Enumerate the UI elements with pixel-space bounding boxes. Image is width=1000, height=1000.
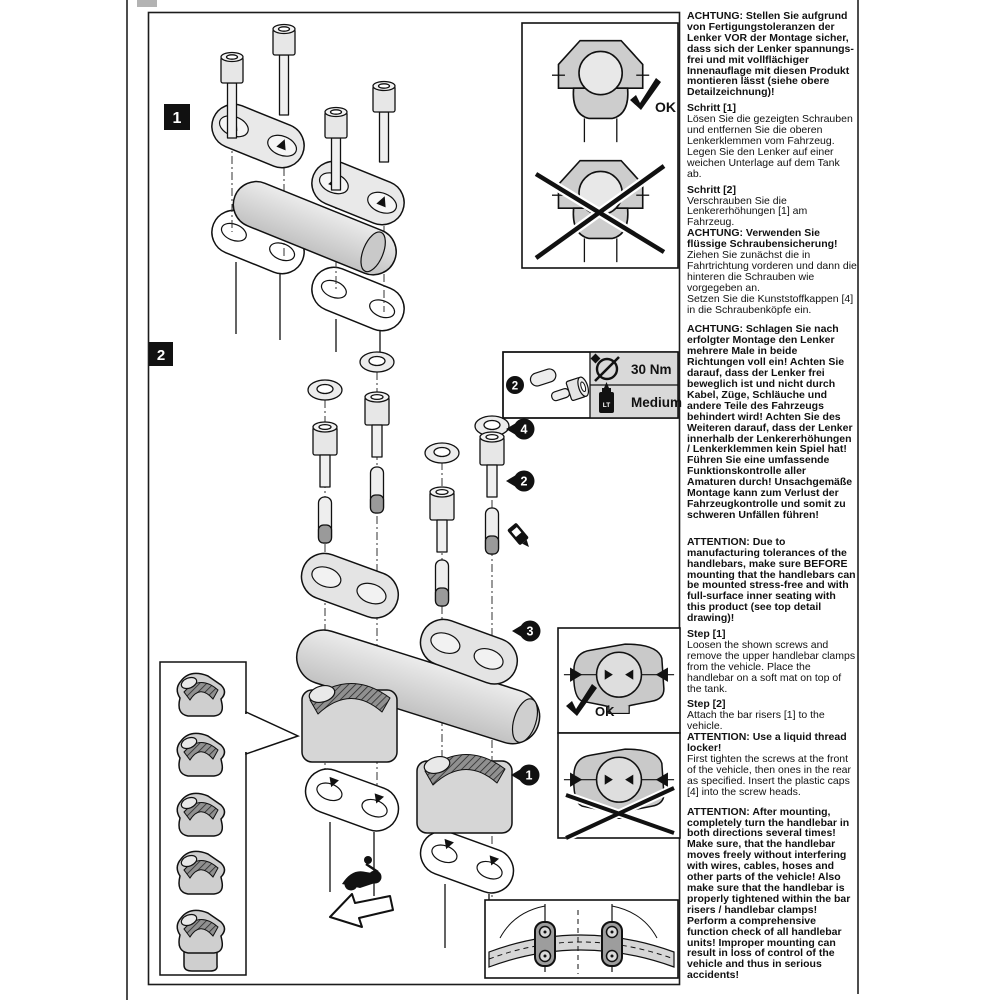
parts-badge-label: 2 <box>511 380 519 393</box>
callout-3-label: 3 <box>526 624 534 639</box>
screws-2 <box>313 392 504 552</box>
alignment-ok-box <box>558 628 680 733</box>
bar-riser-right <box>417 754 512 833</box>
step-2-badge <box>149 342 173 366</box>
motorcycle-direction-icon <box>330 856 393 927</box>
handlebar-alignment-box <box>485 900 678 978</box>
step-2-label: 2 <box>156 347 166 364</box>
lower-clamp-right-2 <box>414 825 519 899</box>
callout-2-label: 2 <box>520 474 528 489</box>
step2-diagram <box>290 352 547 952</box>
instruction-paragraph: Ziehen Sie zunächst die in Fahrtrichtung vorderen und dann die hinteren die Schrauben wie vorgegeben an. <box>687 249 857 294</box>
instruction-paragraph: ACHTUNG: Verwenden Sie flüssige Schraubensicherung! <box>687 227 838 251</box>
instruction-paragraph: Step [2] <box>687 698 726 711</box>
callout-4 <box>506 419 535 440</box>
threadlocker-bottle-icon <box>507 522 534 550</box>
instruction-paragraph: ATTENTION: Due to manufacturing tolerances of the handlebars, make sure BEFORE mounting that the handlebars can be mounted stress-free and with full-surface inner seating with this product (see top detail drawing)! <box>687 535 856 625</box>
text-column <box>687 11 857 981</box>
step-1-label: 1 <box>172 110 182 127</box>
instruction-paragraph: Schritt [1] <box>687 102 737 115</box>
plastic-caps <box>308 352 509 463</box>
callout-4-label: 4 <box>520 422 528 437</box>
step-1-badge <box>164 104 190 130</box>
instruction-paragraph: Lösen Sie die gezeigten Schrauben und entfernen Sie die oberen Lenkerklemmen vom Fahrzeug. Legen Sie den Lenker auf einer weichen Unterlage auf dem Tank ab. <box>687 113 853 180</box>
callout-1-label: 1 <box>525 768 533 783</box>
top-clamp-left-2 <box>295 547 405 624</box>
ok-label-2: OK <box>595 704 615 719</box>
instruction-paragraph: Schritt [2] <box>687 183 737 196</box>
variants-pointer <box>246 712 298 754</box>
bar-riser-left <box>302 683 397 762</box>
instruction-paragraph: Setzen Sie die Kunststoffkappen [4] in die Schraubenköpfe ein. <box>687 292 854 316</box>
top-clamp-left <box>205 98 310 175</box>
lower-clamp-right <box>305 261 410 338</box>
clamp-marker-right <box>602 922 622 966</box>
ok-label: OK <box>655 99 676 115</box>
riser-variant-icon-tall <box>177 910 224 971</box>
callout-1 <box>511 765 540 786</box>
bottle-label: LT <box>602 402 611 409</box>
seating-detail-box <box>522 23 678 268</box>
riser-variants-box <box>160 662 298 975</box>
instruction-paragraph: Verschrauben Sie die Lenkererhöhungen [1] am Fahrzeug. <box>687 194 808 229</box>
lower-clamp-left-2 <box>299 763 404 837</box>
instruction-paragraph: Loosen the shown screws and remove the upper handlebar clamps from the vehicle. Place the handlebar on a soft mat on top of the tank. <box>687 638 856 695</box>
instruction-paragraph: ATTENTION: Use a liquid thread locker! <box>687 731 847 755</box>
instruction-paragraph: First tighten the screws at the front of the vehicle, then ones in the rear as specified. Insert the plastic caps [4] into the screw heads. <box>687 753 852 798</box>
parts-spec-box <box>503 352 682 418</box>
callout-3 <box>512 621 541 642</box>
instruction-paragraph: ATTENTION: After mounting, completely turn the handlebar in both directions several times! Make sure, that the handlebar moves freely without interfering with wires, cables, hoses and other parts of the vehicle! Also make sure that the handlebar is properly tightened within the bar risers / handlebar clamps! Perform a comprehensive function check of all handlebar units! Improper mounting can result in loss of control of the vehicle and thus in serious accidents! <box>687 805 851 982</box>
instruction-paragraph: ACHTUNG: Schlagen Sie nach erfolgter Montage den Lenker mehrere Male in beide Richtungen voll ein! Achten Sie darauf, dass der Lenker frei beweglich ist und nicht durch Kabel, Züge, Schläuche und andere Teile des Fahrzeugs behindert wird! Achten Sie des Weiteren darauf, dass der Lenker innerhalb der Lenkererhöhungen / Lenkerklemmen kein Spiel hat! Führen Sie eine umfassende Funktionskontrolle aller Amaturen durch! Unsachgemäße Montage kann zum Verlust der Fahrzeugkontrolle und somit zu schweren Unfällen führen! <box>687 323 853 521</box>
clamp-marker-left <box>535 922 555 966</box>
callout-2 <box>506 471 535 492</box>
instruction-paragraph: Attach the bar risers [1] to the vehicle. <box>687 709 825 733</box>
torque-value: 30 Nm <box>631 362 672 377</box>
instruction-paragraph: Step [1] <box>687 628 726 641</box>
threadlocker-grade: Medium <box>631 395 683 410</box>
instruction-paragraph: ACHTUNG: Stellen Sie aufgrund von Fertigungstoleranzen der Lenker VOR der Montage sicher, dass sich der Lenker spannungs-frei und mit vollflächiger Innenauflage mit diesen Produkt montieren lässt (siehe obere Detailzeichnung)! <box>687 10 854 99</box>
alignment-wrong-box <box>558 733 680 838</box>
step1-diagram <box>205 25 410 356</box>
